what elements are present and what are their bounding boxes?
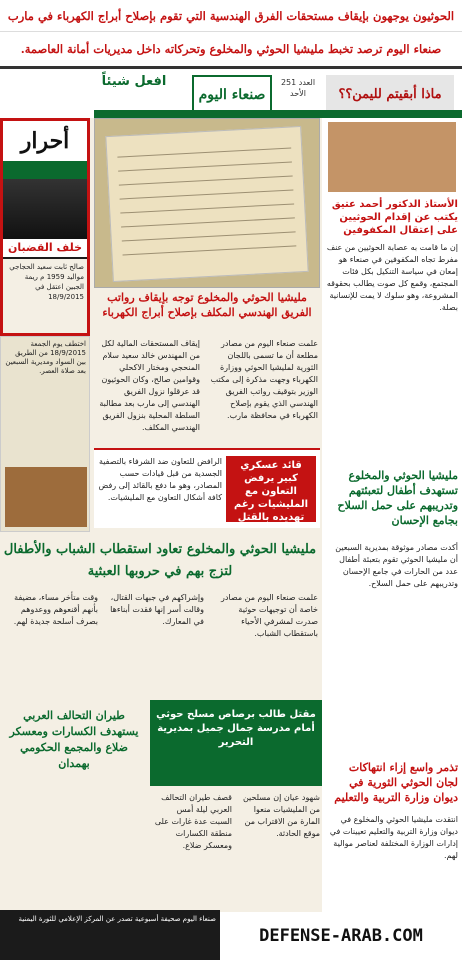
lead-column-1: إيقاف المستحقات المالية لكل من المهندس خالد سعيد سلام المنحجي ومختار الاكحلي وقوامين صالح، وكان الحوثيون قد عرقلوا نزول الفريق الهندسي إلى مارب بعد مطالبة السلطة المحلية بنزول الفريق الهندسي المكلف. (99, 339, 200, 432)
headline-top: الحوثيون يوجهون بإيقاف مستحقات الفرق الهندسية التي تقوم بإصلاح أبراج الكهرباء في مارب (0, 0, 462, 32)
education-headline: تذمر واسع إزاء انتهاكات لجان الحوثي الثورية في ديوان وزارة التربية والتعليم (334, 761, 458, 804)
left-column (0, 336, 90, 532)
lead-headline: مليشيا الحوثي والمخلوع توجه بإيقاف رواتب الفريق الهندسي المكلف بإصلاح أبراج الكهرباء (102, 291, 312, 319)
recruitment-column-1: وقت متأخر مساء، مضيفة بأنهم أقنعوهم ووعدوهم بصرف أسلحة جديدة لهم. (13, 593, 98, 626)
commander-headline: قائد عسكري كبير يرفض التعاون مع المليشيات رغم تهديده بالقتل (226, 456, 316, 522)
sister-logo: افعل شيئاً (101, 74, 167, 89)
footer-band: صنعاء اليوم صحيفة أسبوعية تصدر عن المركز الإعلامي للثورة اليمنية (0, 910, 220, 960)
student-column: شهود عيان إن مسلحين من المليشيات منعوا المارة من الاقتراب من موقع الحادثة. (242, 793, 320, 838)
watermark: DEFENSE-ARAB.COM (220, 912, 462, 960)
columnist-byline: الأستاذ الدكتور أحمد عتيق يكتب عن إقدام الحوثيين على إعتقال المكفوفين (331, 199, 458, 236)
ahrar-bar (3, 161, 87, 179)
ahrar-body: صالح ثابت سعيد الحجاجي مواليد 1959 م ريمة الجبين اعتقل في 18/9/2015 (3, 259, 87, 333)
prisoner-photo (3, 179, 87, 239)
masthead (0, 66, 462, 118)
headline-second: صنعاء اليوم ترصد تخبط مليشيا الحوثي والمخلوع وتحركاته داخل مديريات أمانة العاصمة. (0, 32, 462, 66)
right-lower-column (322, 460, 462, 960)
column-title: ماذا أبقيتم لليمن؟؟ (326, 75, 454, 115)
columnist-column (322, 118, 462, 460)
ahrar-panel (0, 118, 90, 336)
left-photo (5, 467, 87, 527)
recruitment-headline: مليشيا الحوثي والمخلوع تعاود استقطاب الشباب والأطفال لتزج بهم في حروبها العبثية (3, 542, 317, 579)
lead-column-2: علمت صنعاء اليوم من مصادر مطلعة أن ما تسمى باللجان الثورية لمليشيا الحوثي ووزارة الكهرباء وجهت مذكرة إلى مكتب الوزير بتوقيف رواتب الفريق الهندسي الذي يقوم بإصلاح الكهرباء في محافظة مارب. (210, 339, 318, 420)
masthead-bar (94, 110, 462, 118)
document-paper (105, 126, 308, 282)
left-column-text: اختطف يوم الجمعة 18/9/2015 من الطريق بين السواد ومديرية السبعين بعد صلاة العصر. (5, 340, 86, 375)
student-killed-headline: مقتل طالب برصاص مسلح حوثي أمام مدرسة جمال جميل بمديرية التحرير (150, 700, 322, 786)
children-headline: مليشيا الحوثي والمخلوع تستهدف أطفال لتعبئتهم وتدريبهم على حمل السلاح بجامع الإحسان (337, 469, 458, 527)
issue-info: العدد 251 الأحد (280, 78, 316, 98)
ahrar-brand: أحرار (3, 121, 87, 161)
commander-text: الرافض للتعاون ضد الشرفاء بالتصفية الجسدية من قبل قيادات حسب المصادر، وهو ما دفع بالقائد إلى رفض كافة أشكال التعاون مع المليشيات. (98, 457, 222, 502)
children-text: أكدت مصادر موثوقة بمديرية السبعين أن مليشيا الحوثي تقوم بتعبئة أطفال عدد من الحارات في جامع الإحسان وتدريبهم على حمل السلاح. (335, 543, 458, 588)
columnist-text: إن ما قامت به عصابة الحوثيين من عنف مفرط تجاه المكفوفين في صنعاء هو إمعان في سياسة التنكيل بكل فئات المجتمع، وقمع كل صوت يطالب بحقوقه المشروعة، وهو سلوك لا يمت للإنسانية بصلة. (326, 243, 458, 312)
commander-story (94, 448, 320, 528)
recruitment-column-2: وإشراكهم في جبهات القتال، وقالت أسر إنها فقدت أبناءها في المعارك. (110, 593, 204, 626)
recruitment-column-3: علمت صنعاء اليوم من مصادر خاصة أن توجيهات حوثية صدرت لمشرفي الأحياء باستقطاب الشباب. (221, 593, 318, 638)
newspaper-logo: صنعاء اليوم (192, 75, 272, 115)
education-text: انتقدت مليشيا الحوثي والمخلوع في ديوان وزارة التربية والتعليم تعيينات في إدارات الوزارة المختلفة لعناصر موالية لهم. (329, 815, 458, 860)
author-photo (328, 122, 456, 192)
airstrike-column: قصف طيران التحالف العربي ليلة أمس السبت عدة غارات على منطقة الكسارات ومعسكر ضلاع. (154, 793, 232, 850)
ahrar-caption: خلف القضبان (3, 239, 87, 257)
document-photo (94, 118, 320, 288)
airstrike-headline: طيران التحالف العربي يستهدف الكسارات ومعسكر ضلاع والمجمع الحكومي بهمدان (9, 709, 139, 770)
